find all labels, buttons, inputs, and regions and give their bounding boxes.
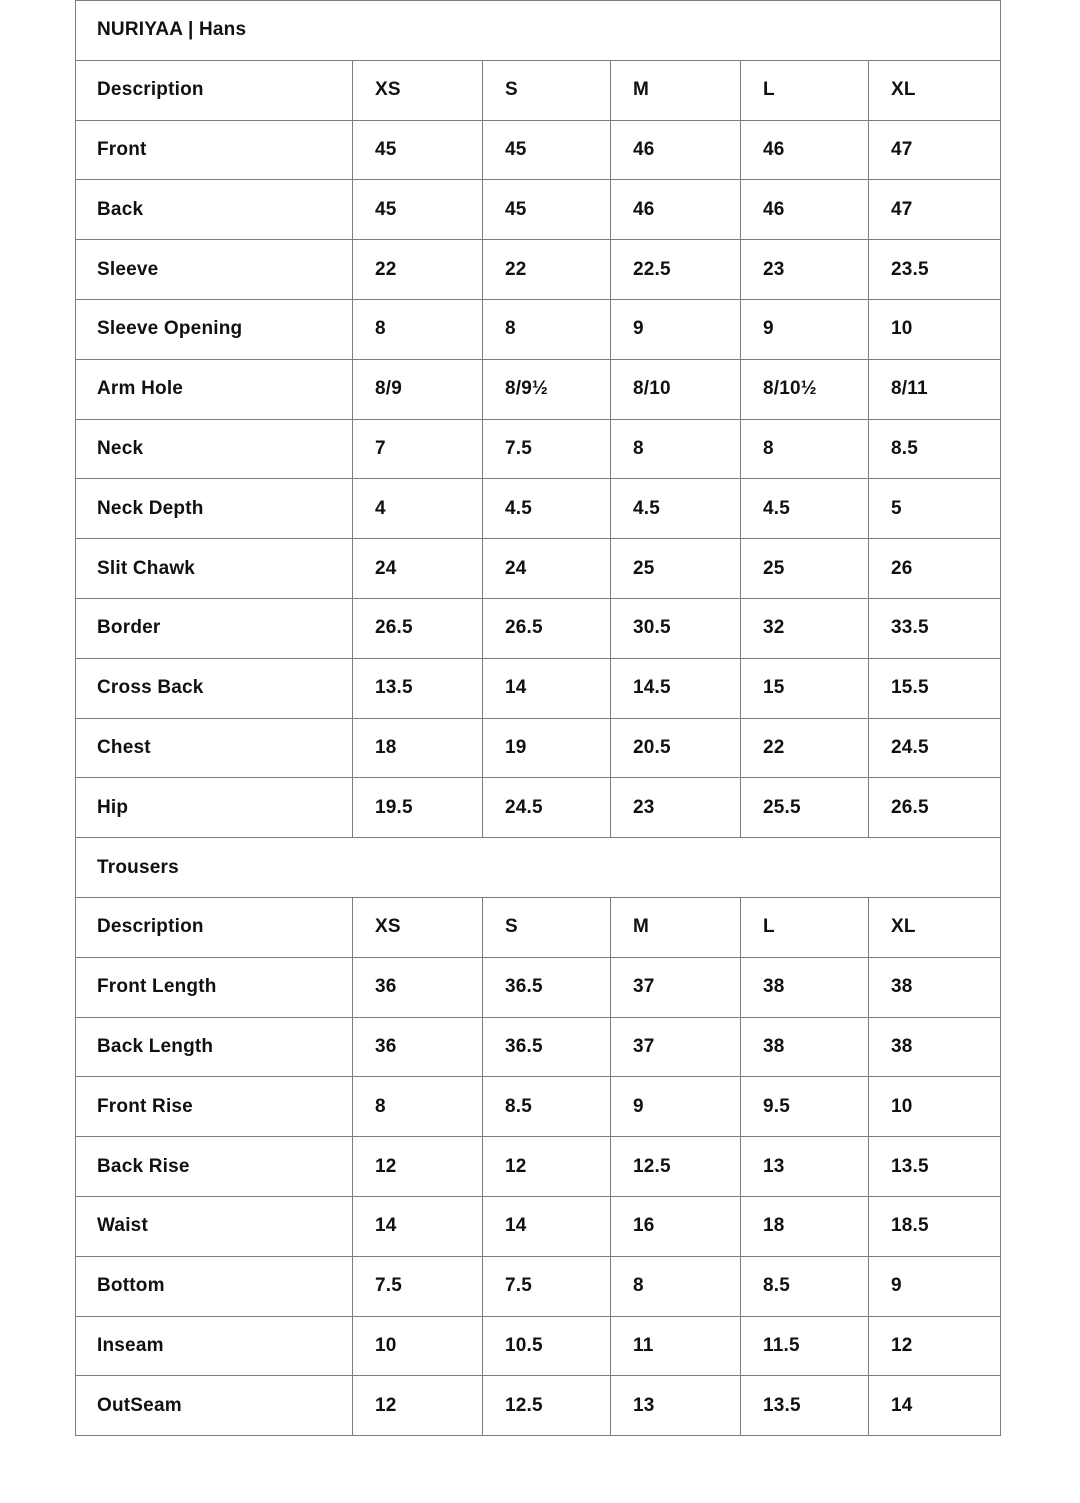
measurement-value: 12 (483, 1137, 611, 1197)
measurement-value: 8 (353, 1077, 483, 1137)
measurement-value: 9 (869, 1256, 1001, 1316)
measurement-value: 14 (483, 658, 611, 718)
measurement-value: 32 (741, 598, 869, 658)
column-header-size: XS (353, 60, 483, 120)
measurement-value: 30.5 (611, 598, 741, 658)
measurement-label: Neck Depth (76, 479, 353, 539)
measurement-value: 7.5 (353, 1256, 483, 1316)
column-header-size: L (741, 60, 869, 120)
measurement-label: Sleeve Opening (76, 299, 353, 359)
measurement-value: 38 (869, 1017, 1001, 1077)
measurement-label: Border (76, 598, 353, 658)
measurement-value: 24.5 (483, 778, 611, 838)
table-row (76, 479, 1001, 539)
measurement-value: 14 (869, 1376, 1001, 1436)
table-row (76, 598, 1001, 658)
measurement-label: OutSeam (76, 1376, 353, 1436)
measurement-value: 8 (353, 299, 483, 359)
measurement-value: 15.5 (869, 658, 1001, 718)
column-header-size: XL (869, 897, 1001, 957)
measurement-label: Bottom (76, 1256, 353, 1316)
table-row (76, 1376, 1001, 1436)
measurement-value: 5 (869, 479, 1001, 539)
measurement-value: 9 (741, 299, 869, 359)
table-row (76, 1017, 1001, 1077)
measurement-value: 8 (741, 419, 869, 479)
measurement-value: 23.5 (869, 240, 1001, 300)
measurement-value: 8/9 (353, 359, 483, 419)
title-row (76, 1, 1001, 61)
table-row (76, 778, 1001, 838)
column-header-size: L (741, 897, 869, 957)
table-row (76, 299, 1001, 359)
measurement-value: 45 (483, 120, 611, 180)
measurement-value: 24 (483, 539, 611, 599)
measurement-value: 25 (741, 539, 869, 599)
section-row-trousers (76, 838, 1001, 898)
measurement-value: 19.5 (353, 778, 483, 838)
measurement-value: 12 (869, 1316, 1001, 1376)
table-row (76, 1316, 1001, 1376)
measurement-value: 45 (353, 180, 483, 240)
measurement-value: 8 (483, 299, 611, 359)
column-header-size: M (611, 60, 741, 120)
measurement-value: 47 (869, 180, 1001, 240)
measurement-value: 38 (741, 1017, 869, 1077)
column-header-size: XL (869, 60, 1001, 120)
measurement-value: 11.5 (741, 1316, 869, 1376)
measurement-value: 8/10½ (741, 359, 869, 419)
measurement-value: 25.5 (741, 778, 869, 838)
table-row (76, 957, 1001, 1017)
chart-title: NURIYAA | Hans (76, 1, 1001, 61)
measurement-value: 9 (611, 1077, 741, 1137)
measurement-value: 37 (611, 957, 741, 1017)
size-chart-body (76, 1, 1001, 1436)
measurement-value: 38 (741, 957, 869, 1017)
measurement-value: 19 (483, 718, 611, 778)
measurement-value: 12 (353, 1376, 483, 1436)
table-row (76, 1196, 1001, 1256)
measurement-value: 8/11 (869, 359, 1001, 419)
measurement-value: 18 (353, 718, 483, 778)
measurement-value: 7 (353, 419, 483, 479)
header-row (76, 60, 1001, 120)
measurement-value: 23 (611, 778, 741, 838)
measurement-value: 4.5 (611, 479, 741, 539)
measurement-label: Back Length (76, 1017, 353, 1077)
measurement-value: 36 (353, 1017, 483, 1077)
table-row (76, 1077, 1001, 1137)
table-row (76, 180, 1001, 240)
measurement-value: 24.5 (869, 718, 1001, 778)
measurement-label: Inseam (76, 1316, 353, 1376)
measurement-value: 22 (483, 240, 611, 300)
measurement-value: 38 (869, 957, 1001, 1017)
measurement-value: 11 (611, 1316, 741, 1376)
measurement-value: 16 (611, 1196, 741, 1256)
measurement-value: 10.5 (483, 1316, 611, 1376)
column-header-description: Description (76, 60, 353, 120)
column-header-size: XS (353, 897, 483, 957)
measurement-label: Slit Chawk (76, 539, 353, 599)
measurement-value: 20.5 (611, 718, 741, 778)
measurement-value: 10 (869, 1077, 1001, 1137)
measurement-value: 36.5 (483, 957, 611, 1017)
measurement-label: Neck (76, 419, 353, 479)
measurement-value: 22.5 (611, 240, 741, 300)
measurement-value: 37 (611, 1017, 741, 1077)
measurement-value: 13.5 (353, 658, 483, 718)
measurement-value: 26.5 (353, 598, 483, 658)
measurement-label: Hip (76, 778, 353, 838)
measurement-value: 8 (611, 1256, 741, 1316)
measurement-value: 25 (611, 539, 741, 599)
measurement-value: 7.5 (483, 1256, 611, 1316)
measurement-value: 13.5 (869, 1137, 1001, 1197)
measurement-value: 14.5 (611, 658, 741, 718)
table-row (76, 718, 1001, 778)
measurement-value: 4.5 (483, 479, 611, 539)
measurement-value: 26.5 (483, 598, 611, 658)
measurement-value: 4 (353, 479, 483, 539)
measurement-label: Waist (76, 1196, 353, 1256)
table-row (76, 240, 1001, 300)
measurement-value: 7.5 (483, 419, 611, 479)
measurement-value: 12 (353, 1137, 483, 1197)
table-row (76, 1256, 1001, 1316)
measurement-value: 14 (483, 1196, 611, 1256)
measurement-label: Sleeve (76, 240, 353, 300)
measurement-value: 36.5 (483, 1017, 611, 1077)
table-row (76, 120, 1001, 180)
measurement-label: Arm Hole (76, 359, 353, 419)
measurement-value: 46 (611, 180, 741, 240)
measurement-value: 8/9½ (483, 359, 611, 419)
measurement-value: 22 (741, 718, 869, 778)
measurement-label: Back (76, 180, 353, 240)
measurement-value: 13 (611, 1376, 741, 1436)
measurement-value: 24 (353, 539, 483, 599)
measurement-value: 4.5 (741, 479, 869, 539)
header-row (76, 897, 1001, 957)
measurement-value: 36 (353, 957, 483, 1017)
measurement-value: 45 (483, 180, 611, 240)
column-header-size: M (611, 897, 741, 957)
measurement-value: 22 (353, 240, 483, 300)
measurement-value: 18 (741, 1196, 869, 1256)
measurement-value: 14 (353, 1196, 483, 1256)
measurement-label: Front Rise (76, 1077, 353, 1137)
measurement-value: 9 (611, 299, 741, 359)
column-header-size: S (483, 60, 611, 120)
measurement-value: 12.5 (483, 1376, 611, 1436)
measurement-value: 8/10 (611, 359, 741, 419)
measurement-value: 33.5 (869, 598, 1001, 658)
measurement-value: 13 (741, 1137, 869, 1197)
table-row (76, 658, 1001, 718)
measurement-value: 47 (869, 120, 1001, 180)
measurement-value: 15 (741, 658, 869, 718)
measurement-value: 10 (869, 299, 1001, 359)
table-row (76, 359, 1001, 419)
measurement-value: 18.5 (869, 1196, 1001, 1256)
column-header-description: Description (76, 897, 353, 957)
measurement-value: 8.5 (741, 1256, 869, 1316)
measurement-label: Cross Back (76, 658, 353, 718)
measurement-value: 9.5 (741, 1077, 869, 1137)
measurement-value: 12.5 (611, 1137, 741, 1197)
measurement-value: 8 (611, 419, 741, 479)
table-row (76, 1137, 1001, 1197)
measurement-value: 26 (869, 539, 1001, 599)
measurement-value: 8.5 (869, 419, 1001, 479)
measurement-label: Front (76, 120, 353, 180)
measurement-value: 10 (353, 1316, 483, 1376)
size-chart-table (75, 0, 1001, 1436)
size-chart (75, 0, 1000, 1436)
measurement-label: Chest (76, 718, 353, 778)
column-header-size: S (483, 897, 611, 957)
measurement-value: 46 (741, 180, 869, 240)
measurement-label: Back Rise (76, 1137, 353, 1197)
measurement-value: 46 (611, 120, 741, 180)
measurement-value: 46 (741, 120, 869, 180)
table-row (76, 539, 1001, 599)
table-row (76, 419, 1001, 479)
measurement-value: 45 (353, 120, 483, 180)
measurement-value: 8.5 (483, 1077, 611, 1137)
measurement-value: 26.5 (869, 778, 1001, 838)
section-title: Trousers (76, 838, 1001, 898)
measurement-value: 23 (741, 240, 869, 300)
measurement-value: 13.5 (741, 1376, 869, 1436)
measurement-label: Front Length (76, 957, 353, 1017)
